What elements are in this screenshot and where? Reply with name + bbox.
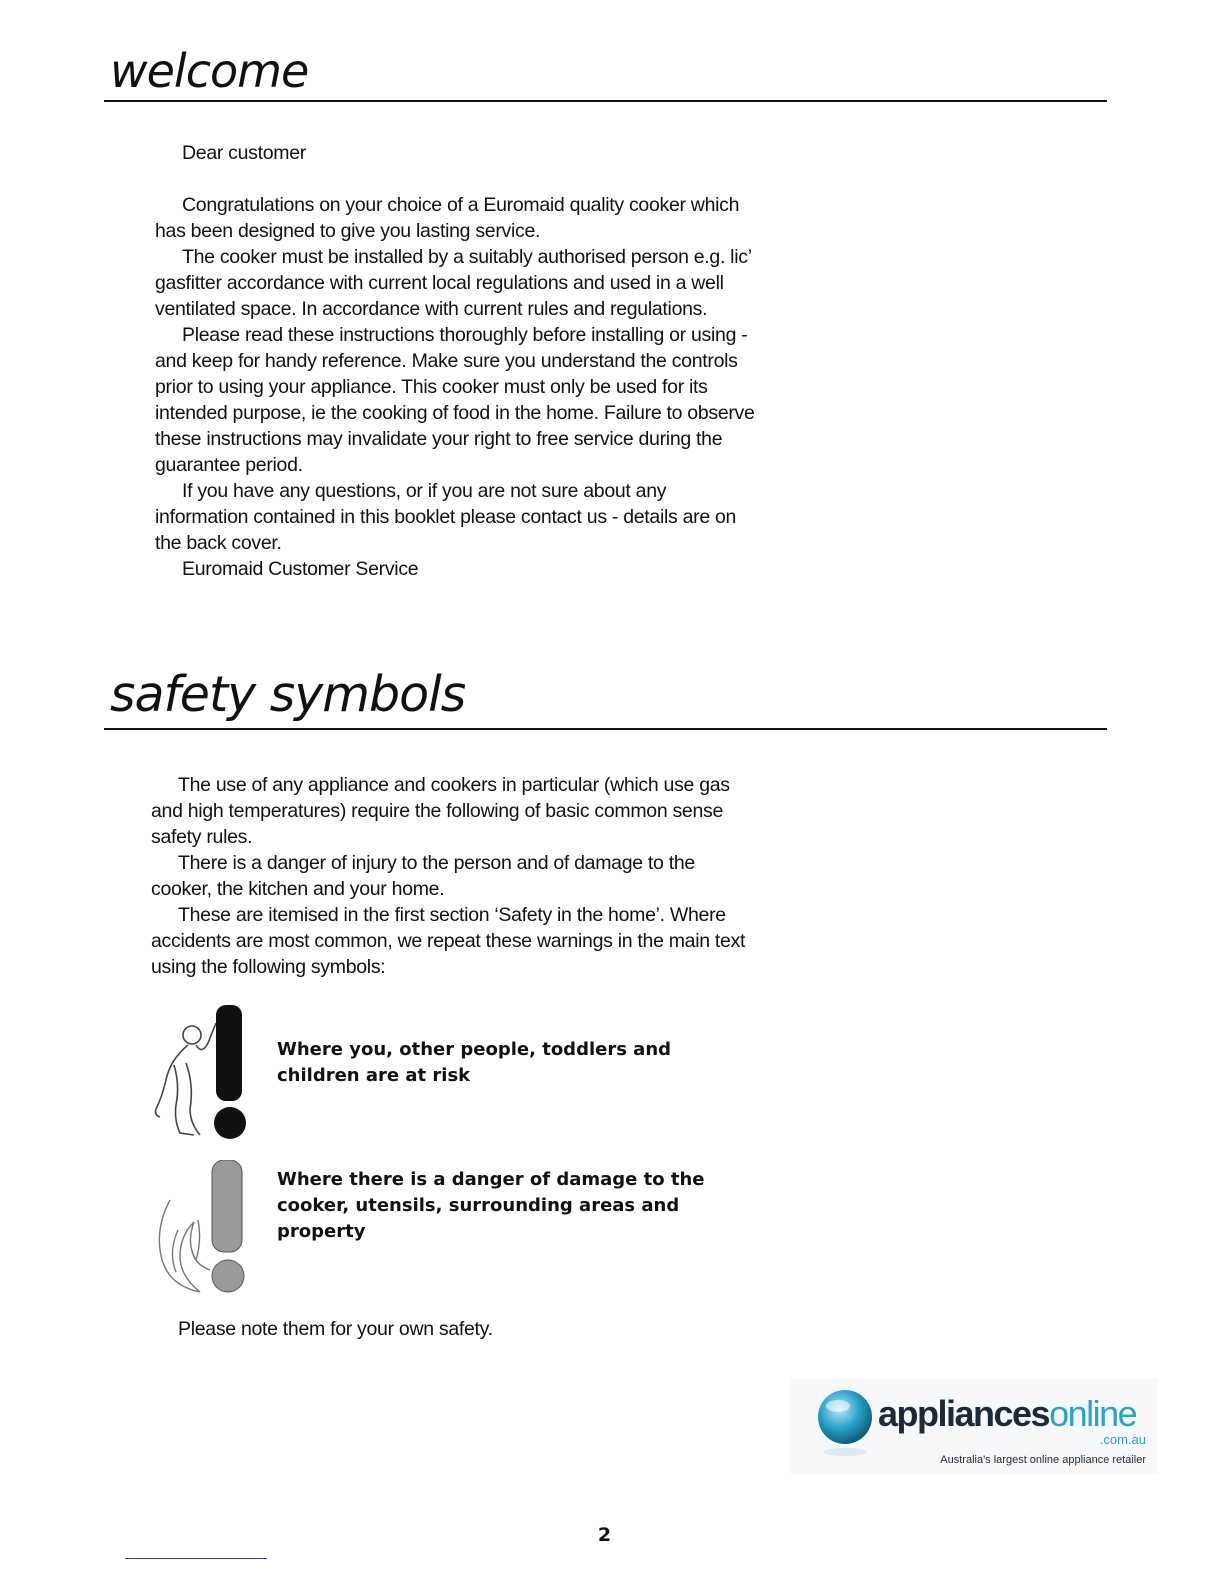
welcome-paragraph: Congratulations on your choice of a Euromaid quality cooker which has been designed to give you lasting service. — [155, 194, 740, 242]
safety-intro — [151, 772, 751, 980]
globe-logo-icon — [816, 1388, 874, 1458]
symbol-description: Where you, other people, toddlers and children are at risk — [277, 1039, 672, 1086]
welcome-paragraph: Please read these instructions thoroughly before installing or using - and keep for handy reference. Make sure you understand the controls prior to using your appliance. This cooker must only be used for its intended purpose, ie the cooking of food in the home. Failure to observe these instructions may invalidate your right to free service during the guarantee period. — [155, 324, 755, 476]
footer-rule — [125, 1558, 267, 1559]
logo-domain: .com.au — [1099, 1432, 1146, 1447]
safety-paragraph: There is a danger of injury to the person and of damage to the cooker, the kitchen and your home. — [151, 852, 695, 900]
page-number: 2 — [597, 1524, 612, 1546]
flame-warning-icon — [150, 1160, 250, 1296]
signature-line: Euromaid Customer Service — [182, 558, 419, 580]
closing-note: Please note them for your own safety. — [178, 1318, 493, 1340]
welcome-letter — [155, 140, 755, 582]
person-warning-icon — [150, 1005, 250, 1141]
logo-tagline: Australia's largest online appliance retailer — [940, 1454, 1146, 1466]
symbol-property-damage — [150, 1160, 750, 1300]
safety-paragraph: The use of any appliance and cookers in particular (which use gas and high temperatures) require the following of basic common sense safety rules. — [151, 774, 730, 848]
logo-wordmark: appliancesonline — [878, 1393, 1137, 1434]
symbol-people-at-risk — [150, 1005, 750, 1145]
greeting: Dear customer — [182, 142, 306, 164]
appliances-online-logo — [790, 1378, 1158, 1474]
welcome-paragraph: The cooker must be installed by a suitably authorised person e.g. lic’ gasfitter accordance with current local regulations and used in a well ventilated space. In accordance with current rules and regulations. — [155, 246, 752, 320]
welcome-heading: welcome — [104, 48, 1107, 102]
symbol-description: Where there is a danger of damage to the cooker, utensils, surrounding areas and property — [277, 1169, 705, 1242]
safety-symbols-heading: safety symbols — [104, 670, 1107, 730]
welcome-paragraph: If you have any questions, or if you are not sure about any information contained in this booklet please contact us - details are on the back cover. — [155, 480, 737, 554]
safety-paragraph: These are itemised in the first section ‘Safety in the home’. Where accidents are most common, we repeat these warnings in the main text using the following symbols: — [151, 904, 746, 978]
